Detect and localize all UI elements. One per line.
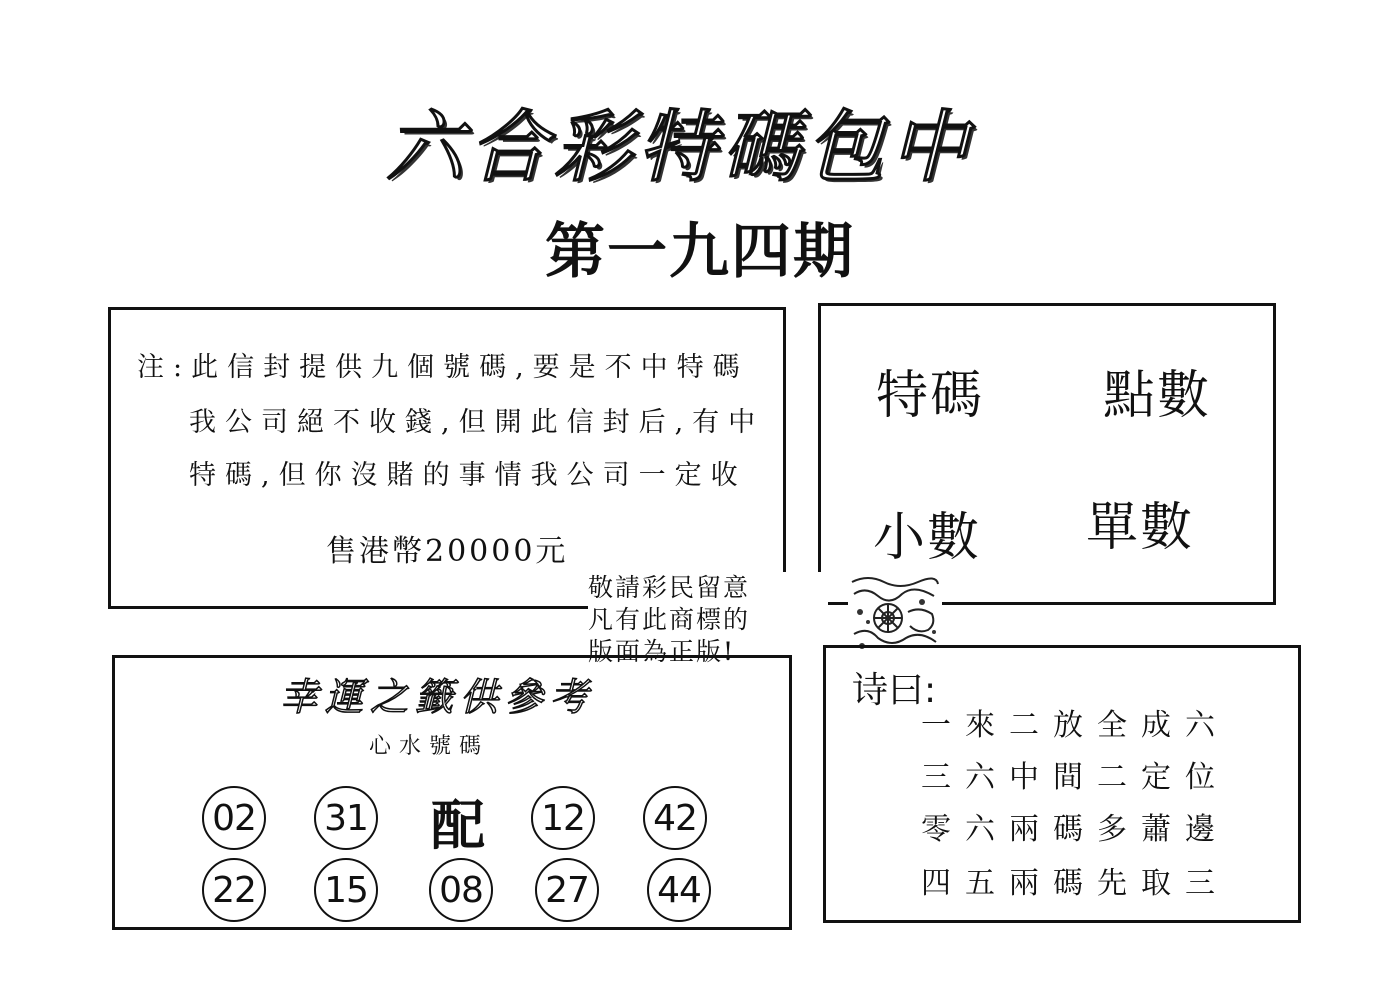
poem-line-3: 零六兩碼多蕭邊 [921, 812, 1229, 847]
note-line-3: 特碼,但你沒賭的事情我公司一定收 [189, 460, 747, 491]
feature-box [818, 303, 1276, 605]
number-ball: 02 [202, 786, 266, 850]
odd-number-label: 單數 [1086, 498, 1195, 558]
number-ball: 42 [643, 786, 707, 850]
number-ball: 44 [647, 858, 711, 922]
price-text: 售港幣20000元 [326, 534, 569, 569]
points-label: 點數 [1103, 366, 1212, 426]
lucky-numbers-box [112, 655, 792, 930]
poem-line-1: 一來二放全成六 [921, 708, 1229, 743]
pair-label: 配 [431, 792, 485, 857]
note-line-2: 我公司絕不收錢,但開此信封后,有中 [189, 407, 765, 438]
note-line-1: 注:此信封提供九個號碼,要是不中特碼 [137, 352, 749, 383]
authenticity-notice [588, 572, 828, 668]
poem-label: 诗曰: [852, 670, 937, 711]
number-ball: 31 [314, 786, 378, 850]
number-ball: 08 [429, 858, 493, 922]
special-code-label: 特碼 [876, 366, 985, 426]
notice-line-3: 版面為正版! [588, 637, 736, 666]
poem-line-2: 三六中間二定位 [921, 760, 1229, 795]
lucky-title: 幸運之籤供參考 [280, 675, 596, 719]
notice-line-1: 敬請彩民留意 [588, 573, 751, 602]
note-box [108, 307, 786, 609]
poem-box [823, 645, 1301, 923]
poem-line-4: 四五兩碼先取三 [921, 866, 1229, 901]
small-number-label: 小數 [873, 508, 982, 568]
number-ball: 15 [314, 858, 378, 922]
lucky-subtitle: 心水號碼 [369, 734, 490, 759]
number-ball: 12 [531, 786, 595, 850]
issue-number: 第一九四期 [545, 217, 855, 287]
page-title: 六合彩特碼包中 [385, 103, 974, 193]
notice-line-2: 凡有此商標的 [588, 605, 751, 634]
trademark-icon [848, 572, 942, 652]
number-ball: 22 [202, 858, 266, 922]
number-ball: 27 [535, 858, 599, 922]
